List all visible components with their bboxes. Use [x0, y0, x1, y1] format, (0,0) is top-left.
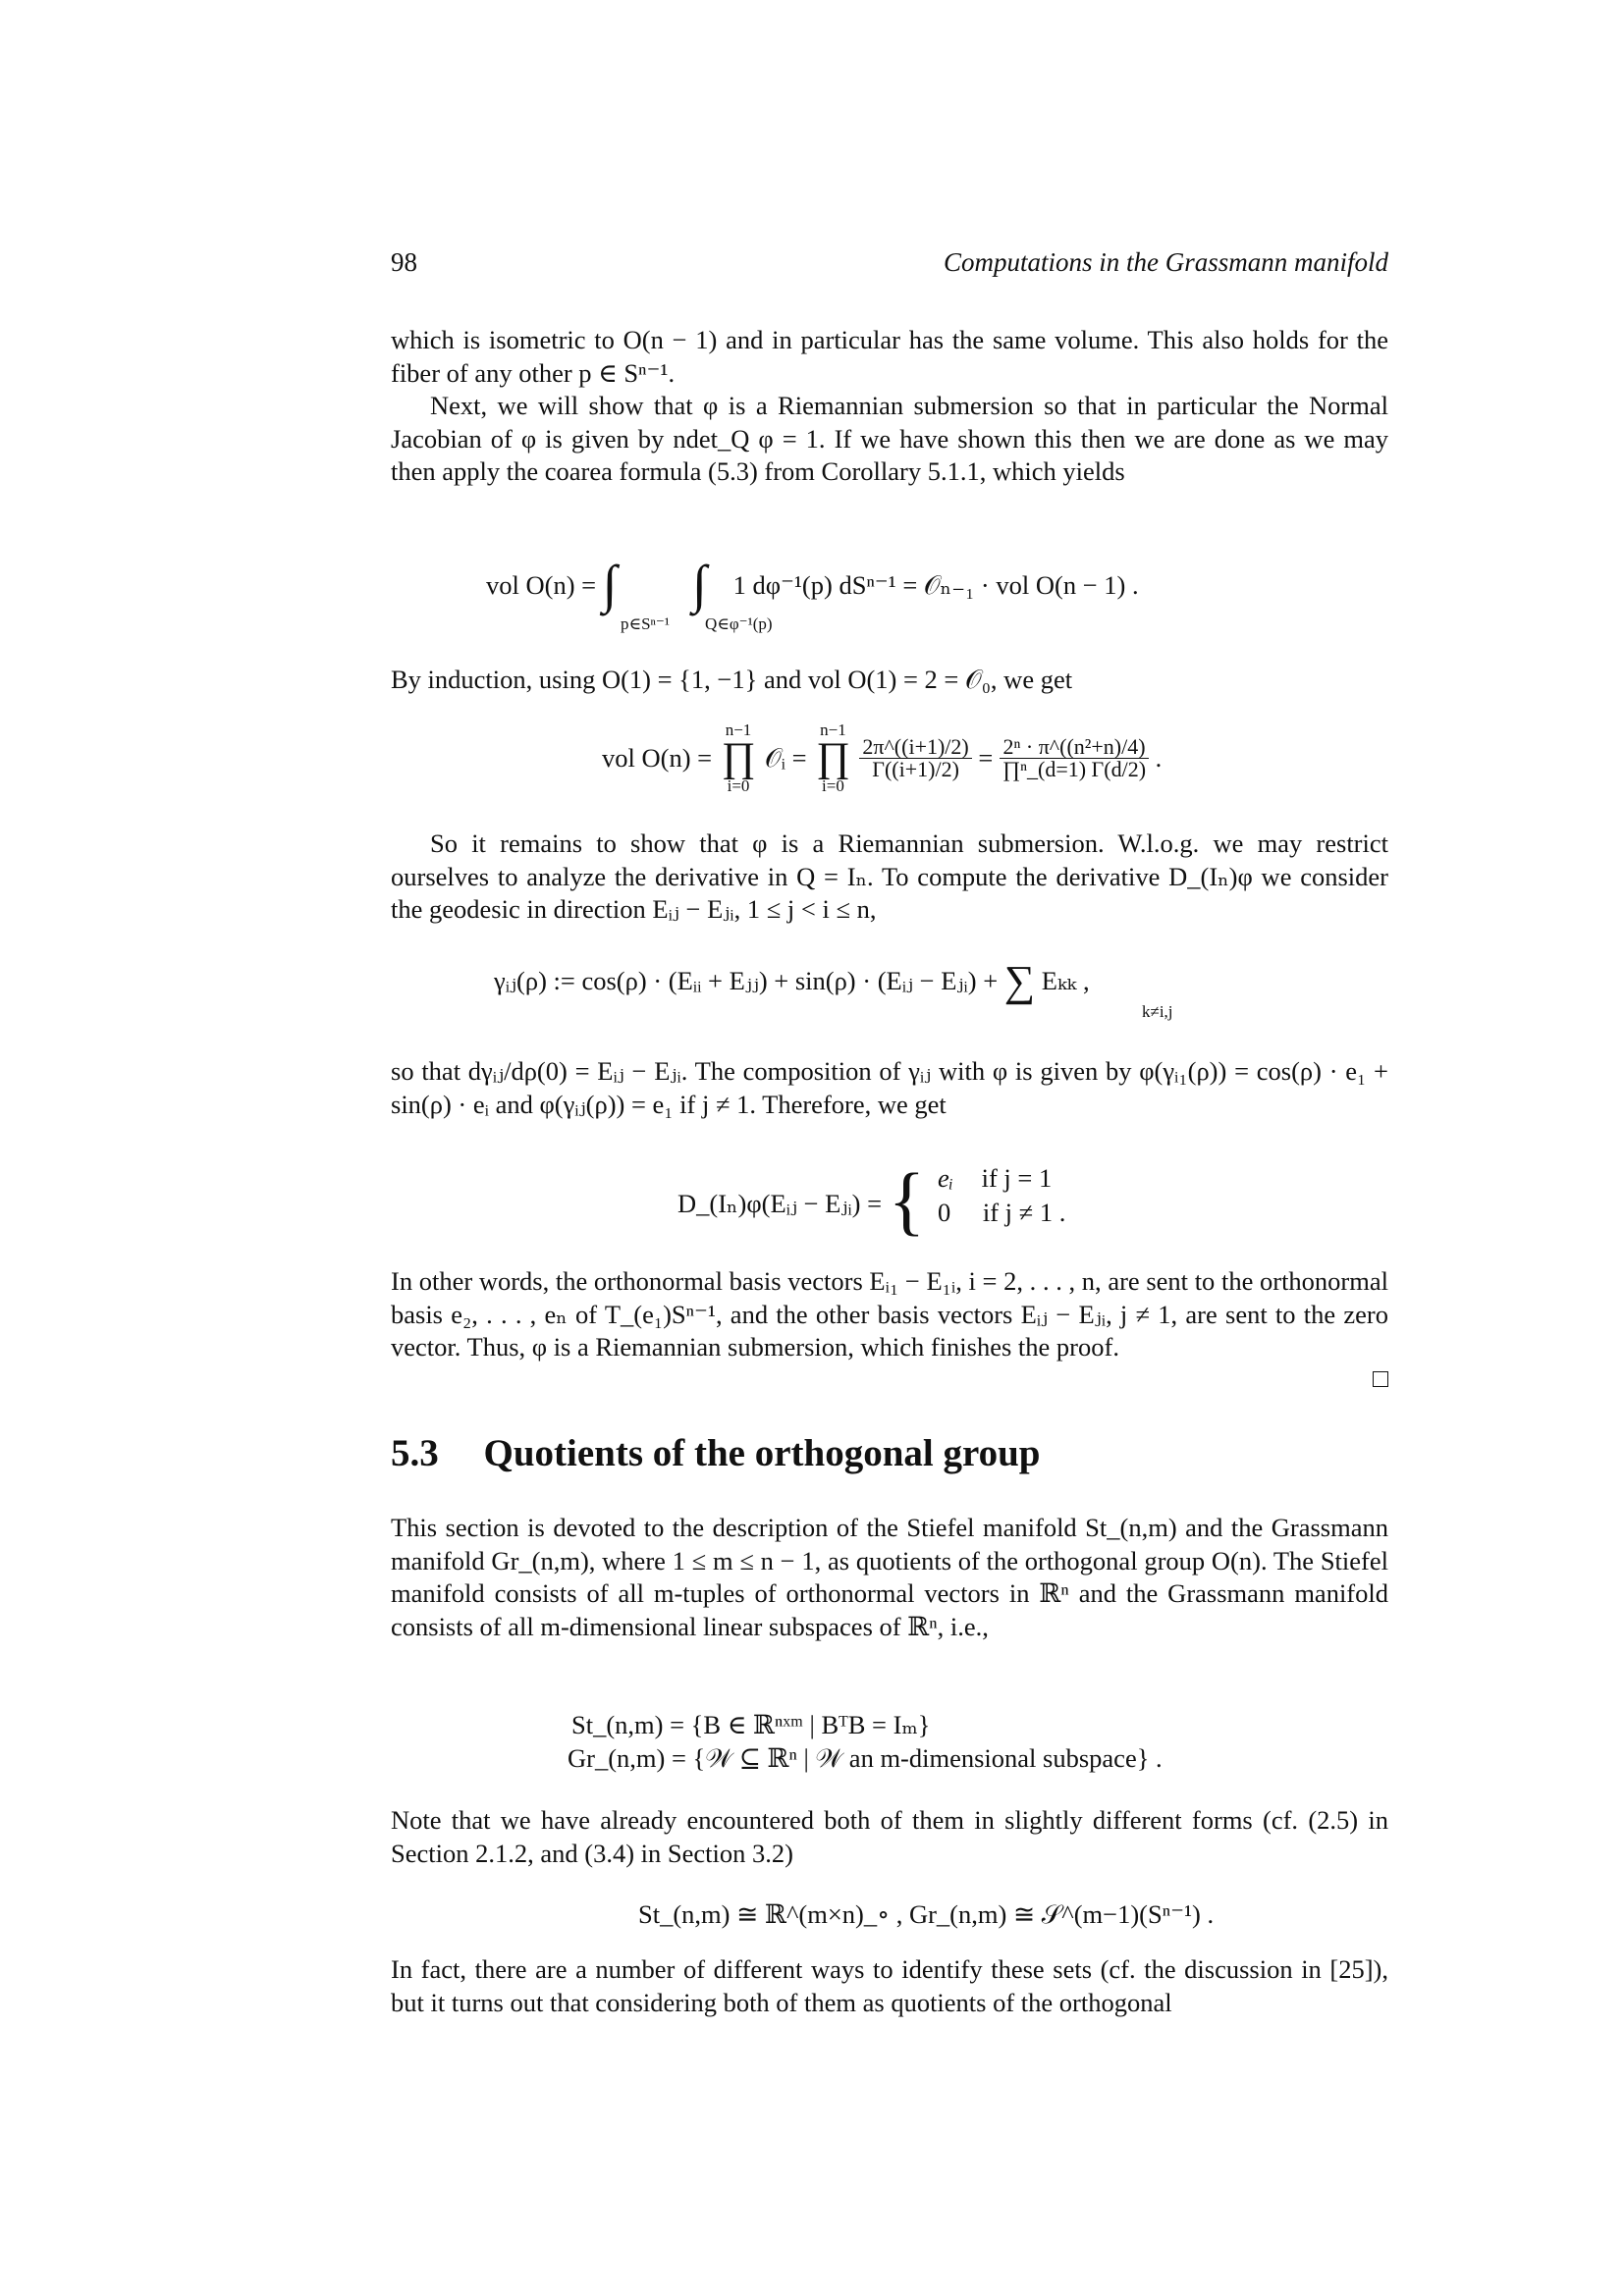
paragraph-8: Note that we have already encountered both of them in slightly different forms (cf. (2.5) in Section 2.1.2, and (3.4) in Section 3.2) [391, 1805, 1388, 1868]
equation-geodesic [494, 954, 1090, 1005]
section-heading [391, 1431, 1041, 1475]
section-title: Quotients of the orthogonal group [483, 1432, 1041, 1474]
product-operator: n−1 ∏ i=0 [721, 721, 756, 795]
eq4-lhs: D_(Iₙ)φ(Eᵢⱼ − Eⱼᵢ) = [677, 1189, 883, 1218]
fraction-1: $\frac{2\pi\^{}((i+1)/2)}{\Gamma((i+1)/2)}$ [859, 736, 971, 780]
eq1-rhs: 1 dφ⁻¹(p) dSⁿ⁻¹ = 𝒪ₙ₋₁ · vol O(n − 1) . [732, 570, 1139, 600]
eq3-lhs: γᵢⱼ(ρ) := cos(ρ) · (Eᵢᵢ + Eⱼⱼ) + sin(ρ) · (Eᵢⱼ − Eⱼᵢ) + [494, 966, 999, 995]
eq1-sub-2: Q∈φ⁻¹(p) [705, 614, 773, 633]
equation-grassmann: Gr_(n,m) = {𝒲 ⊆ ℝⁿ | 𝒲 an m-dimensional subspace} . [568, 1743, 1163, 1773]
eq2-term: 𝒪ᵢ = [764, 742, 807, 773]
equation-cases [677, 1156, 926, 1243]
sum-operator: ∑ [1003, 957, 1036, 1005]
product-operator: n−1 ∏ i=0 [816, 721, 850, 795]
left-brace: { [888, 1157, 926, 1243]
eq1-sub-1: p∈Sⁿ⁻¹ [621, 614, 670, 633]
paragraph-3: By induction, using O(1) = {1, −1} and vol O(1) = 2 = 𝒪₀, we get [391, 665, 1073, 694]
page-number: 98 [391, 247, 417, 277]
paragraph-5: so that dγᵢⱼ/dρ(0) = Eᵢⱼ − Eⱼᵢ. The composition of γᵢⱼ with φ is given by φ(γᵢ₁(ρ)) = cos(ρ) · e₁ + sin(ρ) · eᵢ and φ(γᵢⱼ(ρ)) = e₁ if j ≠ 1. Therefore, we get [391, 1056, 1388, 1119]
equation-product: vol O(n) = n−1 ∏ i=0 𝒪ᵢ = n−1 ∏ i=0 $\frac{2\pi\^{}((i+1)/2)}{\Gamma((i+1)/2)}$ = $\frac{\text{2ⁿ · π\textasciicircum{}((n²+n)/4)}}{\text{∏ⁿ\_(d=1) Γ(d/2)}}$ . [602, 721, 1163, 795]
case-1: eᵢ if j = 1 [938, 1163, 1053, 1193]
eq3-rhs: Eₖₖ , [1041, 966, 1090, 995]
paragraph-2: Next, we will show that φ is a Riemannian submersion so that in particular the Normal Jacobian of φ is given by ndet_Q φ = 1. If we have shown this then we are done as we may then apply the coarea formula (5.3) from Corollary 5.1.1, which yields [391, 391, 1388, 486]
running-header [391, 247, 1388, 283]
equation-coarea [486, 550, 1139, 614]
equation-stiefel: St_(n,m) = {B ∈ ℝⁿˣᵐ | BᵀB = Iₘ} [571, 1710, 931, 1739]
integral-sign: ∫ [692, 555, 707, 614]
qed-symbol [1373, 1371, 1388, 1387]
equation-identification: St_(n,m) ≅ ℝ^(m×n)_∘ , Gr_(n,m) ≅ 𝒮^(m−1)(Sⁿ⁻¹) . [638, 1899, 1215, 1929]
paragraph-1: which is isometric to O(n − 1) and in particular has the same volume. This also holds for the fiber of any other p ∈ Sⁿ⁻¹. [391, 325, 1388, 388]
sum-subscript: k≠i,j [1142, 1002, 1173, 1021]
eq2-lhs: vol O(n) = [602, 742, 713, 773]
paragraph-9: In fact, there are a number of different ways to identify these sets (cf. the discussion in [25]), but it turns out that considering both of them as quotients of the orthogonal [391, 1954, 1388, 2017]
case-2: 0 if j ≠ 1 . [938, 1198, 1066, 1227]
fraction-2: $\frac{\text{2ⁿ · π\textasciicircum{}((n²+n)/4)}}{\text{∏ⁿ\_(d=1) Γ(d/2)}}$ [1000, 736, 1149, 780]
running-title: Computations in the Grassmann manifold [943, 247, 1388, 277]
eq1-lhs: vol O(n) = [486, 570, 597, 600]
paragraph-6: In other words, the orthonormal basis vectors Eᵢ₁ − E₁ᵢ, i = 2, . . . , n, are sent to the orthonormal basis e₂, . . . , eₙ of T_(e₁)Sⁿ⁻¹, and the other basis vectors Eᵢⱼ − Eⱼᵢ, j ≠ 1, are sent to the zero vector. Thus, φ is a Riemannian submersion, which finishes the proof. [391, 1266, 1388, 1362]
paragraph-7: This section is devoted to the description of the Stiefel manifold St_(n,m) and the Grassmann manifold Gr_(n,m), where 1 ≤ m ≤ n − 1, as quotients of the orthogonal group O(n). The Stiefel manifold consists of all m-tuples of orthonormal vectors in ℝⁿ and the Grassmann manifold consists of all m-dimensional linear subspaces of ℝⁿ, i.e., [391, 1513, 1388, 1641]
section-number: 5.3 [391, 1432, 439, 1474]
paragraph-4: So it remains to show that φ is a Riemannian submersion. W.l.o.g. we may restrict ourselves to analyze the derivative in Q = Iₙ. To compute the derivative D_(Iₙ)φ we consider the geodesic in direction Eᵢⱼ − Eⱼᵢ, 1 ≤ j < i ≤ n, [391, 828, 1388, 924]
integral-sign: ∫ [602, 555, 618, 614]
